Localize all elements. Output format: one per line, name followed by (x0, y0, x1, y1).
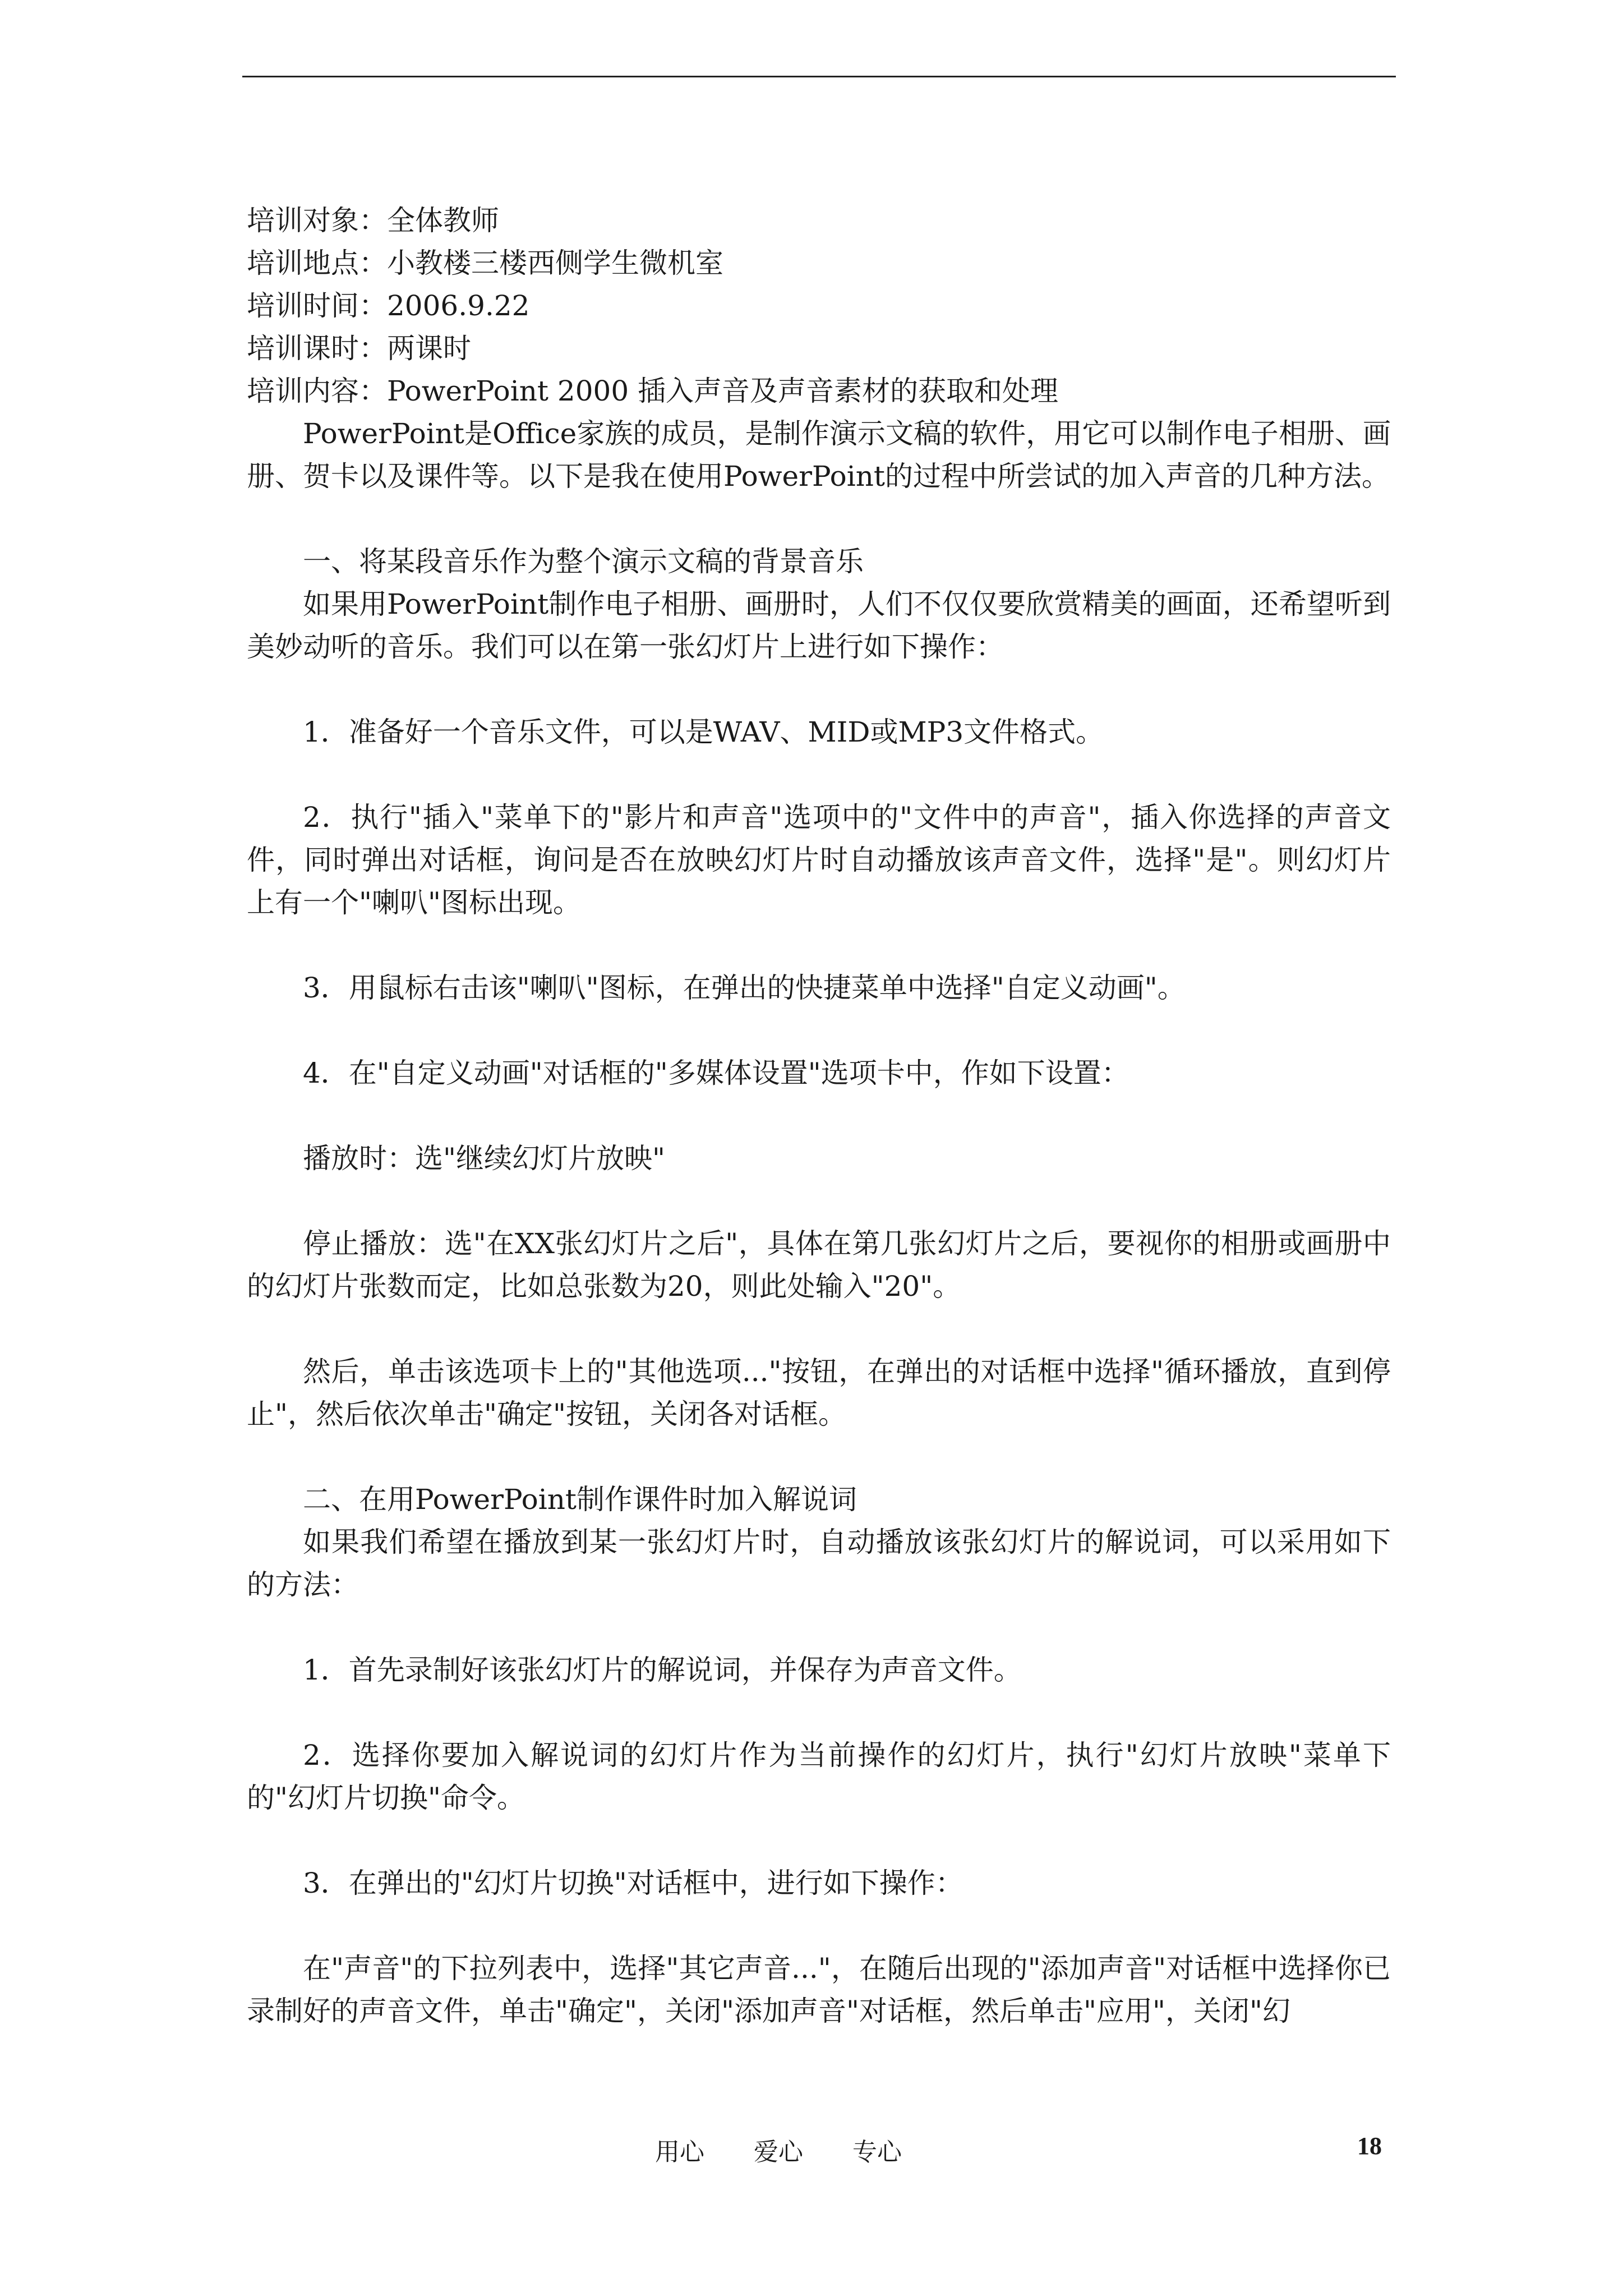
section1-intro: 如果用PowerPoint制作电子相册、画册时，人们不仅仅要欣赏精美的画面，还希望听到美妙动听的音乐。我们可以在第一张幻灯片上进行如下操作： (247, 588, 1391, 663)
section2-step1: 1．首先录制好该张幻灯片的解说词，并保存为声音文件。 (303, 1654, 1022, 1686)
section1-stop-setting: 停止播放：选"在XX张幻灯片之后"，具体在第几张幻灯片之后，要视你的相册或画册中的幻灯片张数而定，比如总张数为20，则此处输入"20"。 (247, 1227, 1391, 1303)
section2-step2: 2．选择你要加入解说词的幻灯片作为当前操作的幻灯片，执行"幻灯片放映"菜单下的"幻灯片切换"命令。 (247, 1739, 1391, 1814)
meta-topic: 培训内容：PowerPoint 2000 插入声音及声音素材的获取和处理 (247, 375, 1059, 407)
meta-time: 培训时间：2006.9.22 (247, 289, 530, 322)
page-footer (0, 2132, 1623, 2177)
footer-motto: 用心 爱心 专心 (655, 2138, 902, 2166)
meta-object: 培训对象：全体教师 (247, 204, 499, 237)
section1-play-setting: 播放时：选"继续幻灯片放映" (303, 1142, 665, 1175)
section1-heading: 一、将某段音乐作为整个演示文稿的背景音乐 (303, 545, 864, 578)
section2-sound-setting: 在"声音"的下拉列表中，选择"其它声音..."，在随后出现的"添加声音"对话框中选择你已录制好的声音文件，单击"确定"，关闭"添加声音"对话框，然后单击"应用"，关闭"幻 (247, 1952, 1391, 2027)
page-number: 18 (1357, 2132, 1382, 2160)
intro-paragraph: PowerPoint是Office家族的成员，是制作演示文稿的软件，用它可以制作电子相册、画册、贺卡以及课件等。以下是我在使用PowerPoint的过程中所尝试的加入声音的几种方法。 (247, 417, 1391, 493)
section2-heading: 二、在用PowerPoint制作课件时加入解说词 (303, 1483, 857, 1516)
section2-step3: 3．在弹出的"幻灯片切换"对话框中，进行如下操作： (303, 1867, 963, 1899)
section2-intro: 如果我们希望在播放到某一张幻灯片时，自动播放该张幻灯片的解说词，可以采用如下的方法： (247, 1526, 1391, 1601)
section1-step4: 4．在"自定义动画"对话框的"多媒体设置"选项卡中，作如下设置： (303, 1057, 1129, 1089)
meta-place: 培训地点：小教楼三楼西侧学生微机室 (247, 247, 723, 279)
header-rule (242, 76, 1396, 77)
document-body (247, 199, 1391, 2032)
meta-hours: 培训课时：两课时 (247, 332, 471, 365)
section1-step1: 1．准备好一个音乐文件，可以是WAV、MID或MP3文件格式。 (303, 716, 1104, 748)
section1-step2: 2．执行"插入"菜单下的"影片和声音"选项中的"文件中的声音"，插入你选择的声音文件，同时弹出对话框，询问是否在放映幻灯片时自动播放该声音文件，选择"是"。则幻灯片上有一个"喇叭"图标出现。 (247, 801, 1391, 919)
section1-then: 然后，单击该选项卡上的"其他选项..."按钮，在弹出的对话框中选择"循环播放，直到停止"，然后依次单击"确定"按钮，关闭各对话框。 (247, 1355, 1391, 1430)
section1-step3: 3．用鼠标右击该"喇叭"图标，在弹出的快捷菜单中选择"自定义动画"。 (303, 972, 1186, 1004)
